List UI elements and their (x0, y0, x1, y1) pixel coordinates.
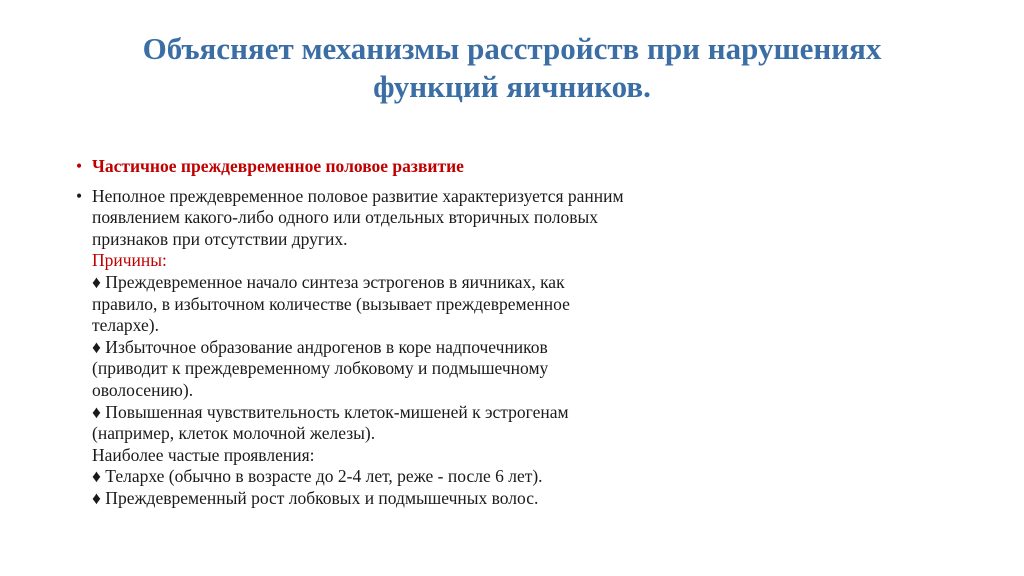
body-line: признаков при отсутствии других. (92, 228, 348, 249)
cause-line: телархе). (92, 315, 159, 336)
body-line: появлением какого-либо одного или отдельных вторичных половых (92, 207, 598, 228)
bullet-dot-icon: • (76, 185, 83, 206)
slide-content (76, 156, 776, 518)
cause-line: (например, клеток молочной железы). (92, 423, 376, 444)
title-line-2: функций яичников. (373, 69, 651, 104)
bullet-dot-icon: • (76, 156, 83, 176)
cause-line: (приводит к преждевременному лобковому и подмышечному (92, 358, 549, 379)
cause-line: ♦ Повышенная чувствительность клеток-мишеней к эстрогенам (92, 401, 569, 422)
slide-title (60, 30, 964, 106)
bullet-body (76, 186, 776, 510)
causes-label: Причины: (92, 250, 167, 271)
cause-line: ♦ Преждевременное начало синтеза эстрогенов в яичниках, как (92, 271, 565, 292)
title-line-1: Объясняет механизмы расстройств при нарушениях (142, 31, 882, 66)
heading-text: Частичное преждевременное половое развитие (92, 156, 464, 176)
cause-line: ♦ Избыточное образование андрогенов в коре надпочечников (92, 336, 548, 357)
manifestation-line: ♦ Телархе (обычно в возрасте до 2-4 лет, реже - после 6 лет). (92, 466, 543, 487)
cause-line: правило, в избыточном количестве (вызывает преждевременное (92, 293, 570, 314)
body-line: Неполное преждевременное половое развитие характеризуется ранним (92, 185, 624, 206)
manifestation-line: ♦ Преждевременный рост лобковых и подмышечных волос. (92, 487, 539, 508)
bullet-heading (76, 156, 776, 178)
manifestations-label: Наиболее частые проявления: (92, 444, 315, 465)
cause-line: оволосению). (92, 379, 194, 400)
